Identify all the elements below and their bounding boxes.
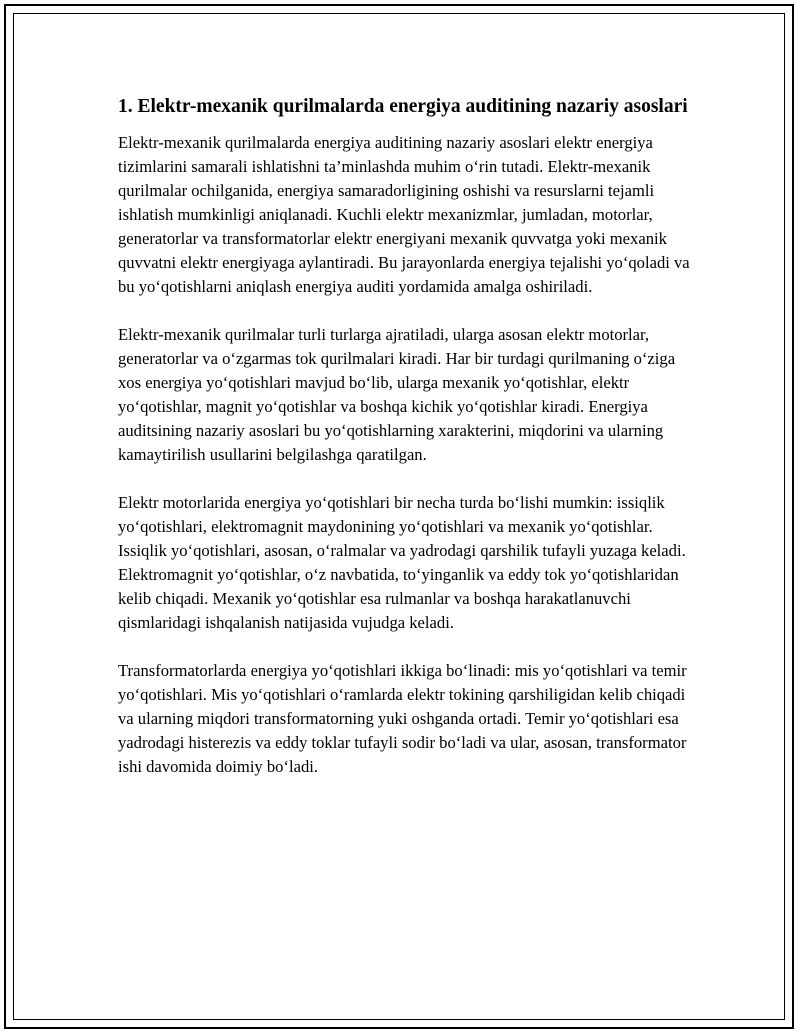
paragraph-2: Elektr-mexanik qurilmalar turli turlarga ajratiladi, ularga asosan elektr motorlar, generatorlar va o‘zgarmas tok qurilmalari kiradi. Har bir turdagi qurilmaning o‘ziga xos energiya yo‘qotishlari mavjud bo‘lib, ularga mexanik yo‘qotishlar, elektr yo‘qotishlar, magnit yo‘qotishlar va boshqa kichik yo‘qotishlar kiradi. Energiya auditsining nazariy asoslari bu yo‘qotishlarning xarakterini, miqdorini va ularning kamaytirilish usullarini belgilashga qaratilgan.	[118, 325, 676, 464]
paragraph-1: Elektr-mexanik qurilmalarda energiya auditining nazariy asoslari elektr energiya tizimlarini samarali ishlatishni ta’minlashda muhim o‘rin tutadi. Elektr-mexanik qurilmalar ochilganida, energiya samaradorligining oshishi va resurslarni tejamli ishlatish mumkinligi aniqlanadi. Kuchli elektr mexanizmlar, jumladan, motorlar, generatorlar va transformatorlar elektr energiyani mexanik quvvatga yoki mexanik quvvatni elektr energiyaga aylantiradi. Bu jarayonlarda energiya tejalishi yo‘qoladi va bu yo‘qotishlarni aniqlash energiya auditi yordamida amalga oshiriladi.	[118, 133, 690, 296]
paragraph-3: Elektr motorlarida energiya yo‘qotishlari bir necha turda bo‘lishi mumkin: issiqlik yo‘qotishlari, elektromagnit maydonining yo‘qotishlari va mexanik yo‘qotishlar. Issiqlik yo‘qotishlari, asosan, o‘ralmalar va yadrodagi qarshilik tufayli yuzaga keladi. Elektromagnit yo‘qotishlar, o‘z navbatida, to‘yinganlik va eddy tok yo‘qotishlaridan kelib chiqadi. Mexanik yo‘qotishlar esa rulmanlar va boshqa harakatlanuvchi qismlaridagi ishqalanish natijasida vujudga keladi.	[118, 493, 686, 632]
paragraph-4: Transformatorlarda energiya yo‘qotishlari ikkiga bo‘linadi: mis yo‘qotishlari va temir yo‘qotishlari. Mis yo‘qotishlari o‘ramlarda elektr tokining qarshiligidan kelib chiqadi va ularning miqdori transformatorning yuki oshganda ortadi. Temir yo‘qotishlari esa yadrodagi histerezis va eddy toklar tufayli sodir bo‘ladi va ular, asosan, transformator ishi davomida doimiy bo‘ladi.	[118, 661, 687, 776]
section-title: 1. Elektr-mexanik qurilmalarda energiya auditining nazariy asoslari	[118, 96, 688, 117]
document-body	[118, 94, 693, 803]
